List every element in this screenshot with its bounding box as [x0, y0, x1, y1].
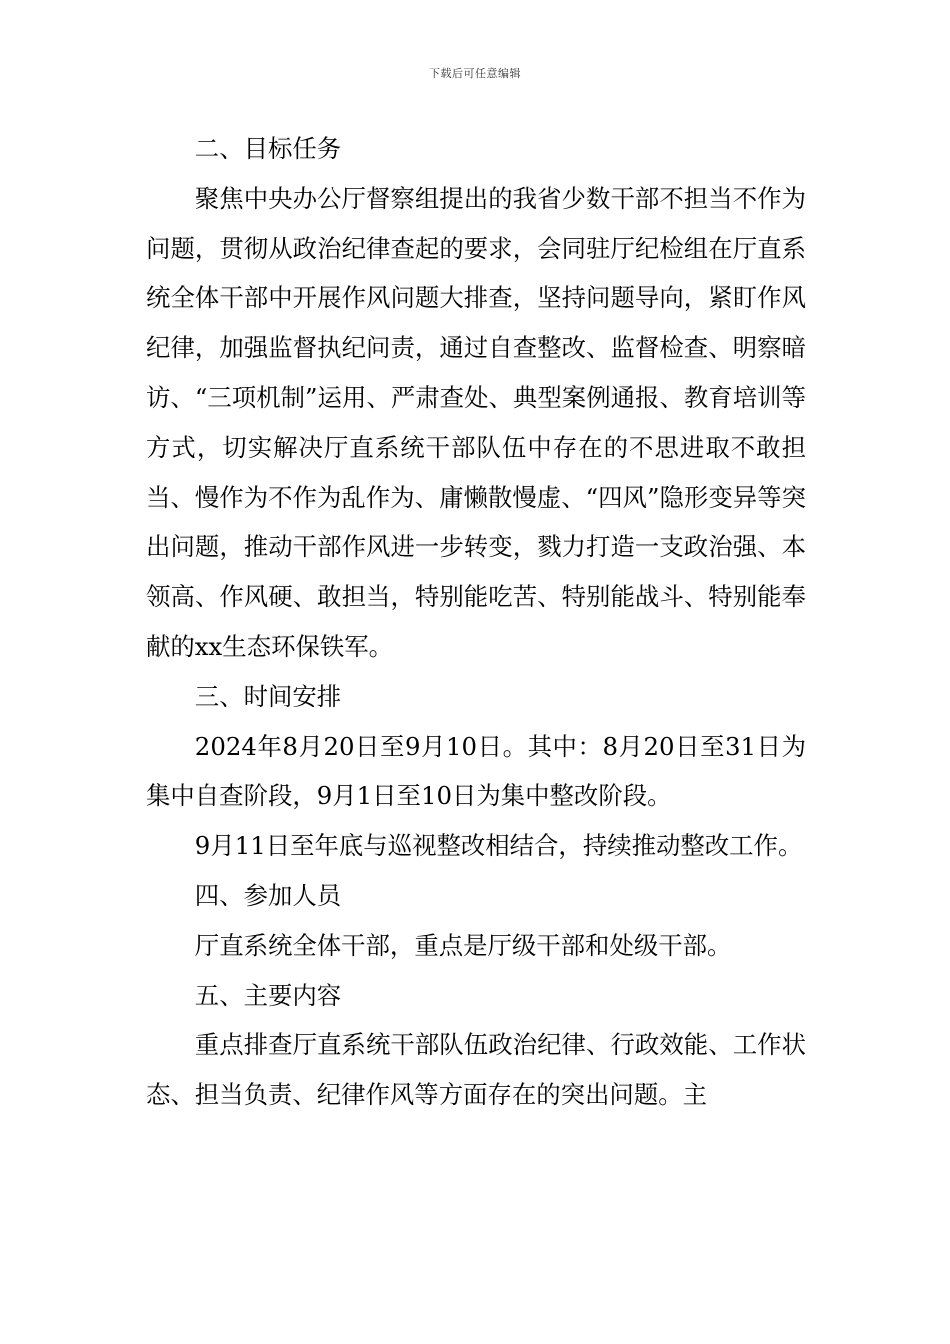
page-header-note: 下载后可任意编辑 — [429, 67, 521, 80]
section-heading-goals: 二、目标任务 — [194, 134, 342, 163]
document-body — [146, 124, 806, 1120]
body-paragraph-participants: 厅直系统全体干部，重点是厅级干部和处级干部。 — [194, 930, 732, 960]
body-paragraph-schedule: 2024年8月20日至9月10日。其中：8月20日至31日为集中自查阶段，9月1日至10日为集中整改阶段。 — [146, 731, 806, 811]
body-paragraph-schedule-followup: 9月11日至年底与巡视整改相结合，持续推动整改工作。 — [194, 831, 803, 861]
body-paragraph-goals: 聚焦中央办公厅督察组提出的我省少数干部不担当不作为问题，贯彻从政治纪律查起的要求，会同驻厅纪检组在厅直系统全体干部中开展作风问题大排查，坚持问题导向，紧盯作风纪律，加强监督执纪问责，通过自查整改、监督检查、明察暗访、“三项机制”运用、严肃查处、典型案例通报、教育培训等方式，切实解决厅直系统干部队伍中存在的不思进取不敢担当、慢作为不作为乱作为、庸懒散慢虚、“四风”隐形变异等突出问题，推动干部作风进一步转变，戮力打造一支政治强、本领高、作风硬、敢担当，特别能吃苦、特别能战斗、特别能奉献的xx生态环保铁军。 — [146, 183, 806, 661]
section-heading-schedule: 三、时间安排 — [194, 681, 342, 711]
section-heading-content: 五、主要内容 — [194, 980, 342, 1010]
section-heading-participants: 四、参加人员 — [194, 880, 342, 910]
body-paragraph-content: 重点排查厅直系统干部队伍政治纪律、行政效能、工作状态、担当负责、纪律作风等方面存在的突出问题。主 — [146, 1030, 806, 1110]
